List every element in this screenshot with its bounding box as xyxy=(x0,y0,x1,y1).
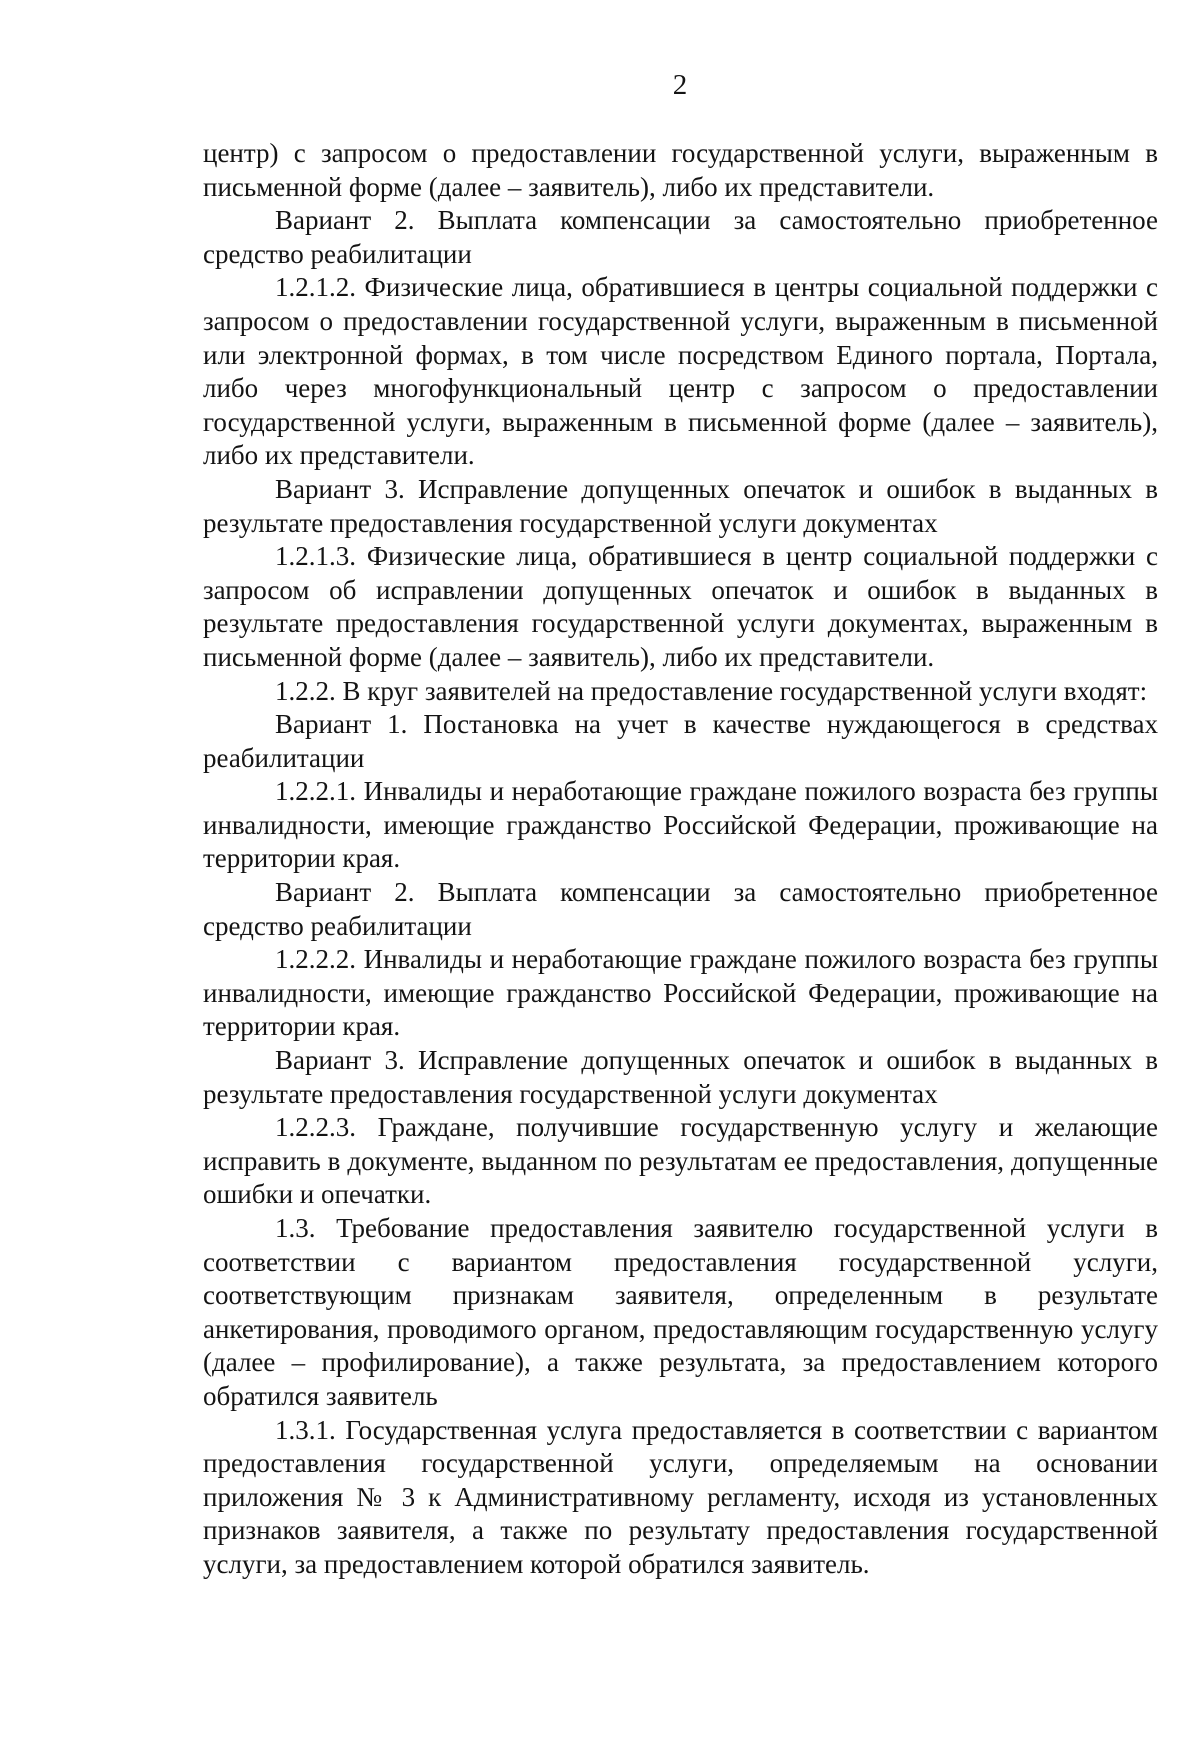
paragraph-variant-1-heading: Вариант 1. Постановка на учет в качестве нуждающегося в средствах реабилитации xyxy=(203,709,1158,773)
paragraph-variant-2-heading-second: Вариант 2. Выплата компенсации за самостоятельно приобретенное средство реабилитации xyxy=(203,877,1158,941)
paragraph-variant-2-heading: Вариант 2. Выплата компенсации за самостоятельно приобретенное средство реабилитации xyxy=(203,205,1158,269)
paragraph-1-3: 1.3. Требование предоставления заявителю государственной услуги в соответствии с вариантом предоставления государственной услуги, соответствующим признакам заявителя, определенным в результате анкетирования, проводимого органом, предоставляющим государственную услугу (далее – профилирование), а также результата, за предоставлением которого обратился заявитель xyxy=(203,1213,1158,1411)
page-number: 2 xyxy=(672,69,688,101)
document-body xyxy=(203,137,1158,1582)
paragraph-1-2-2-1: 1.2.2.1. Инвалиды и неработающие граждане пожилого возраста без группы инвалидности, имеющие гражданство Российской Федерации, проживающие на территории края. xyxy=(203,776,1158,874)
paragraph-1-3-1: 1.3.1. Государственная услуга предоставляется в соответствии с вариантом предоставления государственной услуги, определяемым на основании приложения № 3 к Административному регламенту, исходя из установленных признаков заявителя, а также по результату предоставления государственной услуги, за предоставлением которой обратился заявитель. xyxy=(203,1414,1158,1579)
paragraph-1-2-2-2: 1.2.2.2. Инвалиды и неработающие граждане пожилого возраста без группы инвалидности, имеющие гражданство Российской Федерации, проживающие на территории края. xyxy=(203,944,1158,1042)
paragraph-1-2-2-3: 1.2.2.3. Граждане, получившие государственную услугу и желающие исправить в документе, выданном по результатам ее предоставления, допущенные ошибки и опечатки. xyxy=(203,1112,1158,1210)
paragraph-1-2-2: 1.2.2. В круг заявителей на предоставление государственной услуги входят: xyxy=(275,675,1148,706)
paragraph-variant-3-heading-second: Вариант 3. Исправление допущенных опечаток и ошибок в выданных в результате предоставления государственной услуги документах xyxy=(203,1045,1158,1109)
paragraph-variant-3-heading: Вариант 3. Исправление допущенных опечаток и ошибок в выданных в результате предоставления государственной услуги документах xyxy=(203,473,1158,538)
paragraph-1-2-1-3: 1.2.1.3. Физические лица, обратившиеся в центр социальной поддержки с запросом об исправлении допущенных опечаток и ошибок в выданных в результате предоставления государственной услуги документах, выраженным в письменной форме (далее – заявитель), либо их представители. xyxy=(203,541,1158,672)
paragraph-1-2-1-2: 1.2.1.2. Физические лица, обратившиеся в центры социальной поддержки с запросом о предоставлении государственной услуги, выраженным в письменной или электронной формах, в том числе посредством Единого портала, Портала, либо через многофункциональный центр с запросом о предоставлении государственной услуги, выраженным в письменной форме (далее – заявитель), либо их представители. xyxy=(203,272,1158,471)
paragraph-applicant-center-continuation: центр) с запросом о предоставлении государственной услуги, выраженным в письменной форме (далее – заявитель), либо их представители. xyxy=(203,138,1158,202)
